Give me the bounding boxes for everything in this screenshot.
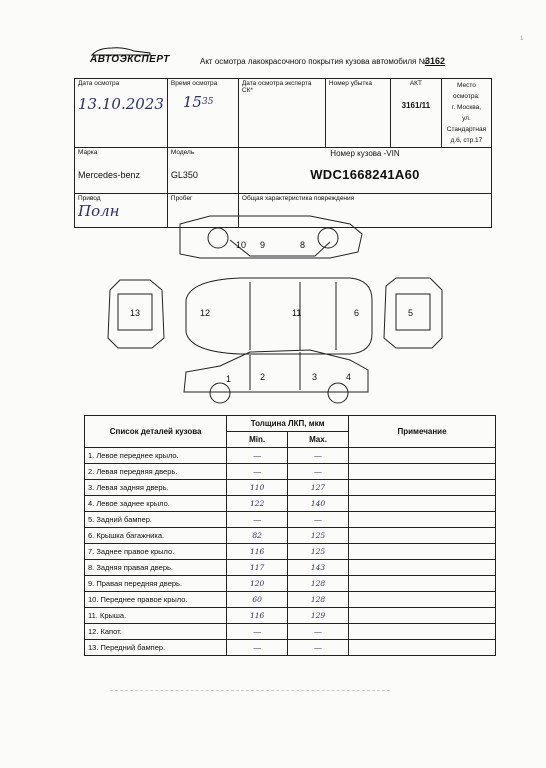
brand-value: Mercedes-benz <box>78 170 141 180</box>
note-cell <box>349 512 496 528</box>
diagram-label-2: 2 <box>260 372 266 382</box>
page-number: 1 <box>520 36 524 42</box>
part-name: 6. Крышка багажника. <box>85 528 227 544</box>
min-value: — <box>227 624 288 640</box>
damage-label: Общая характеристика повреждения <box>241 195 355 202</box>
part-name: 1. Левое переднее крыло. <box>85 448 227 464</box>
model-label: Модель <box>170 149 195 156</box>
loss-label: Номер убытка <box>328 80 373 87</box>
note-cell <box>349 464 496 480</box>
max-value: — <box>288 464 349 480</box>
part-name: 12. Капот. <box>85 624 227 640</box>
min-value: 110 <box>227 480 288 496</box>
part-name: 5. Задний бампер. <box>85 512 227 528</box>
table-row <box>85 480 496 496</box>
vin-value: WDC1668241A60 <box>310 167 420 182</box>
part-name: 11. Крыша. <box>85 608 227 624</box>
note-cell <box>349 448 496 464</box>
time-cell <box>167 79 238 148</box>
max-value: — <box>288 448 349 464</box>
expert-cell <box>238 79 325 148</box>
max-value: 128 <box>288 576 349 592</box>
part-name: 10. Переднее правое крыло. <box>85 592 227 608</box>
max-value: 143 <box>288 560 349 576</box>
expert-label: Дата осмотра эксперта СК* <box>241 80 312 94</box>
document-title: Акт осмотра лакокрасочного покрытия кузова автомобиля № <box>200 57 428 66</box>
col-min-header: Min. <box>227 432 288 448</box>
diagram-label-1: 1 <box>226 374 232 384</box>
min-value: 122 <box>227 496 288 512</box>
time-label: Время осмотра <box>170 80 218 87</box>
table-row <box>85 640 496 656</box>
place-line: г. Москва, <box>451 104 482 111</box>
diagram-label-6: 6 <box>354 308 360 318</box>
brand-label: Марка <box>78 149 98 156</box>
min-value: 82 <box>227 528 288 544</box>
table-row <box>85 528 496 544</box>
part-name: 2. Левая передняя дверь. <box>85 464 227 480</box>
part-name: 7. Заднее правое крыло. <box>85 544 227 560</box>
note-cell <box>349 528 496 544</box>
table-row <box>85 496 496 512</box>
table-row <box>85 608 496 624</box>
vin-cell <box>238 148 491 194</box>
min-value: — <box>227 640 288 656</box>
place-line: ул. Стандартная <box>446 115 487 133</box>
max-value: 128 <box>288 592 349 608</box>
table-row <box>85 512 496 528</box>
note-cell <box>349 592 496 608</box>
diagram-label-13: 13 <box>130 308 141 318</box>
part-name: 9. Правая передняя дверь. <box>85 576 227 592</box>
mileage-label: Пробег <box>170 195 193 202</box>
note-cell <box>349 576 496 592</box>
time-minutes: 35 <box>201 96 214 107</box>
note-cell <box>349 560 496 576</box>
diagram-label-3: 3 <box>312 372 318 382</box>
table-row <box>85 544 496 560</box>
place-cell <box>441 79 491 148</box>
col-max-header: Max. <box>288 432 349 448</box>
car-body-diagram <box>100 210 460 405</box>
date-value: 13.10.2023 <box>78 95 164 113</box>
vin-label: Номер кузова -VIN <box>330 149 400 158</box>
min-value: — <box>227 448 288 464</box>
max-value: 140 <box>288 496 349 512</box>
act-label: АКТ <box>409 80 422 87</box>
time-value: 15 <box>182 93 202 111</box>
table-row <box>85 448 496 464</box>
part-name: 8. Задняя правая дверь. <box>85 560 227 576</box>
drive-label: Привод <box>78 195 101 202</box>
max-value: 125 <box>288 528 349 544</box>
loss-cell <box>325 79 390 148</box>
min-value: — <box>227 464 288 480</box>
min-value: 120 <box>227 576 288 592</box>
document-number: 3162 <box>425 56 446 66</box>
signature-line <box>110 690 390 693</box>
diagram-label-4: 4 <box>346 372 352 382</box>
place-line: д.6, стр.17 <box>450 137 483 144</box>
car-top-view <box>186 278 372 354</box>
drive-value: Полн <box>78 202 120 220</box>
act-value: 3161/11 <box>401 101 431 110</box>
diagram-label-9: 9 <box>260 240 266 250</box>
parts-table <box>84 415 496 656</box>
min-value: 116 <box>227 544 288 560</box>
diagram-label-8: 8 <box>300 240 306 250</box>
diagram-label-12: 12 <box>200 308 211 318</box>
col-parts-header: Список деталей кузова <box>85 416 227 448</box>
car-left-side-view <box>184 350 368 403</box>
part-name: 13. Передний бампер. <box>85 640 227 656</box>
act-cell <box>390 79 441 148</box>
model-cell <box>167 148 238 194</box>
max-value: — <box>288 640 349 656</box>
note-cell <box>349 640 496 656</box>
table-row <box>85 464 496 480</box>
part-name: 3. Левая задняя дверь. <box>85 480 227 496</box>
car-right-side-view <box>180 216 362 258</box>
diagram-label-11: 11 <box>292 308 302 318</box>
min-value: 116 <box>227 608 288 624</box>
table-row <box>85 624 496 640</box>
model-value: GL350 <box>170 170 198 180</box>
min-value: 117 <box>227 560 288 576</box>
note-cell <box>349 480 496 496</box>
table-row <box>85 560 496 576</box>
max-value: — <box>288 512 349 528</box>
max-value: 125 <box>288 544 349 560</box>
note-cell <box>349 496 496 512</box>
note-cell <box>349 608 496 624</box>
min-value: 60 <box>227 592 288 608</box>
diagram-label-5: 5 <box>408 308 414 318</box>
max-value: 127 <box>288 480 349 496</box>
col-thickness-header: Толщина ЛКП, мкм <box>227 416 349 432</box>
note-cell <box>349 544 496 560</box>
col-note-header: Примечание <box>349 416 496 448</box>
table-row <box>85 576 496 592</box>
date-cell <box>75 79 168 148</box>
min-value: — <box>227 512 288 528</box>
part-name: 4. Левое заднее крыло. <box>85 496 227 512</box>
diagram-label-10: 10 <box>236 240 247 250</box>
company-logo: АВТОЭКСПЕРТ <box>90 54 170 65</box>
place-label: Место осмотра: <box>453 82 480 100</box>
date-label: Дата осмотра <box>78 80 120 87</box>
max-value: — <box>288 624 349 640</box>
note-cell <box>349 624 496 640</box>
inspection-form <box>74 78 492 228</box>
max-value: 129 <box>288 608 349 624</box>
table-row <box>85 592 496 608</box>
brand-cell <box>75 148 168 194</box>
